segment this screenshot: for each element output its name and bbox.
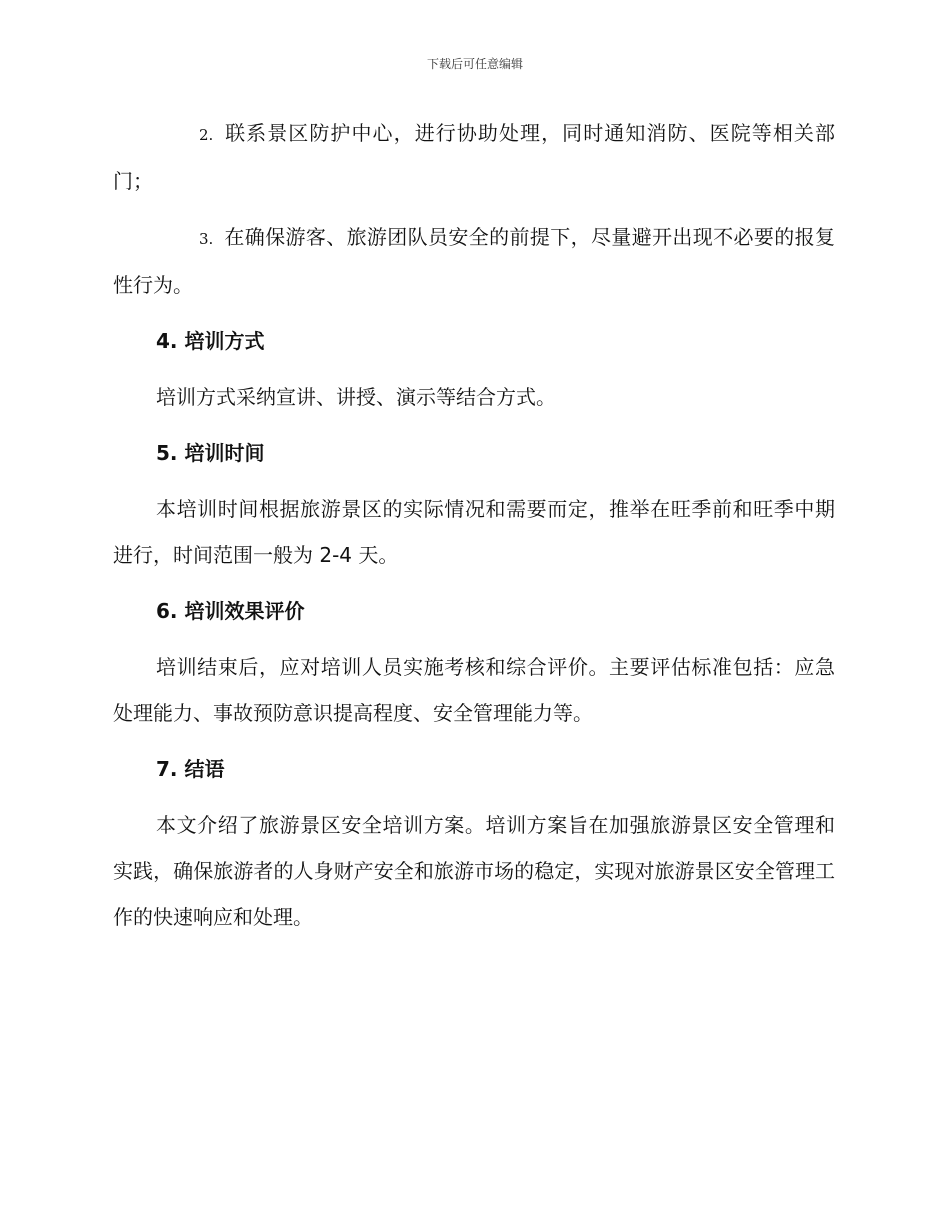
section-heading-training-time: 5. 培训时间 bbox=[156, 441, 265, 465]
section-heading-conclusion: 7. 结语 bbox=[156, 757, 225, 781]
section-body-conclusion: 本文介绍了旅游景区安全培训方案。培训方案旨在加强旅游景区安全管理和实践，确保旅游者的人身财产安全和旅游市场的稳定，实现对旅游景区安全管理工作的快速响应和处理。 bbox=[113, 813, 835, 929]
section-body-training-evaluation: 培训结束后，应对培训人员实施考核和综合评价。主要评估标准包括：应急处理能力、事故预防意识提高程度、安全管理能力等。 bbox=[113, 655, 835, 725]
section-body-training-time: 本培训时间根据旅游景区的实际情况和需要而定，推举在旺季前和旺季中期进行，时间范围一般为 2-4 天。 bbox=[113, 497, 835, 567]
section-heading-training-evaluation: 6. 培训效果评价 bbox=[156, 599, 305, 623]
list-text: 联系景区防护中心，进行协助处理，同时通知消防、医院等相关部门； bbox=[113, 121, 835, 193]
list-number: 2. bbox=[199, 126, 214, 144]
list-number: 3. bbox=[199, 230, 214, 248]
document-body bbox=[113, 110, 835, 950]
list-item bbox=[113, 110, 835, 204]
section-body-training-method: 培训方式采纳宣讲、讲授、演示等结合方式。 bbox=[156, 385, 556, 409]
list-text: 在确保游客、旅游团队员安全的前提下，尽量避开出现不必要的报复性行为。 bbox=[113, 225, 835, 297]
list-item bbox=[113, 214, 835, 308]
page-header-note: 下载后可任意编辑 bbox=[426, 57, 523, 71]
section-heading-training-method: 4. 培训方式 bbox=[156, 329, 265, 353]
